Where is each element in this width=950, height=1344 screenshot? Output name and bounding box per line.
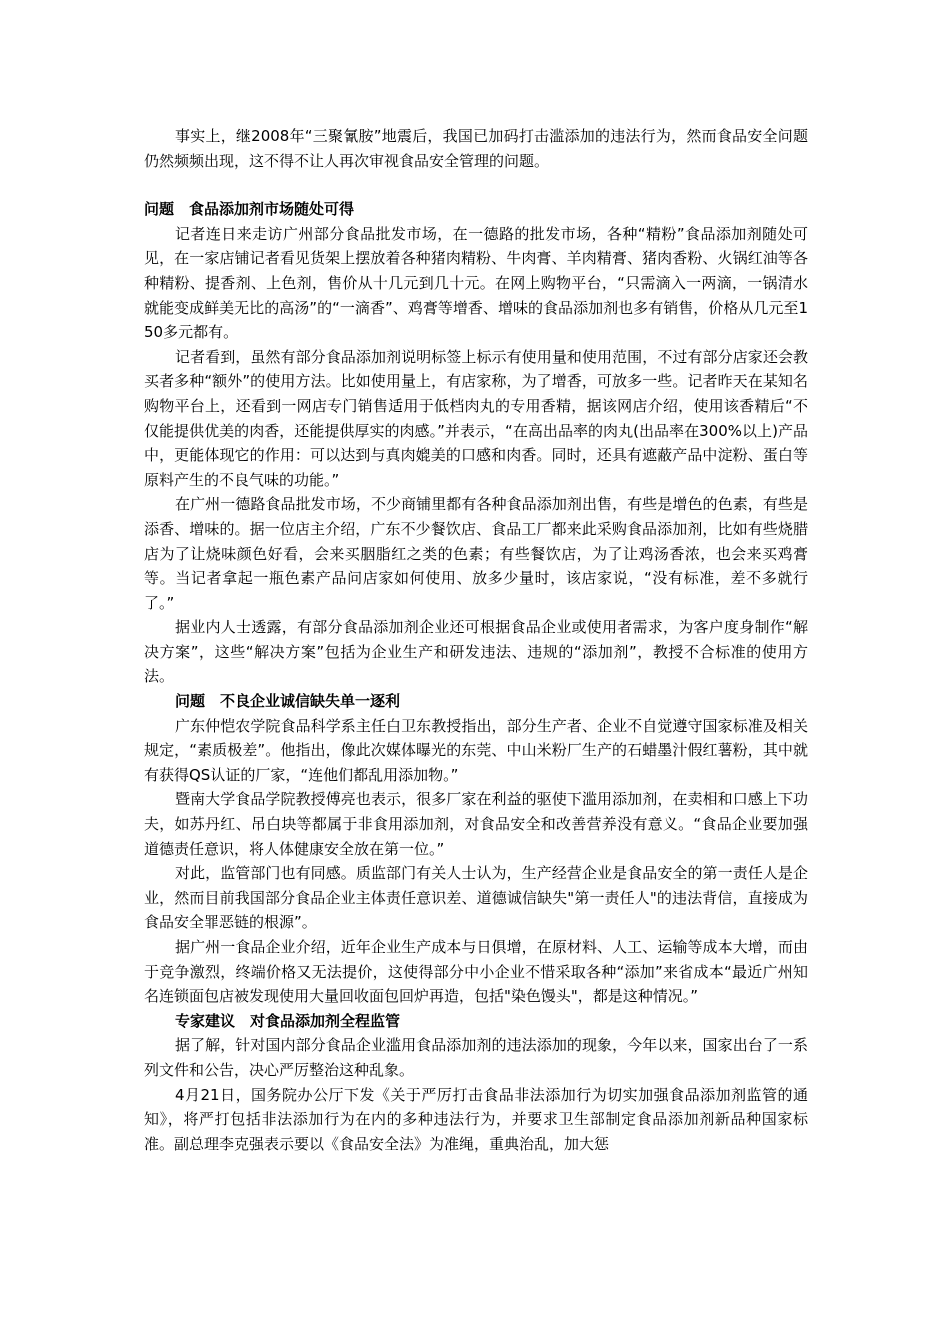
section2-paragraph-4: 据广州一食品企业介绍，近年企业生产成本与日俱增，在原材料、人工、运输等成本大增，而由于竞争激烈，终端价格又无法提价，这使得部分中小企业不惜采取各种“添加”来省成本“最近广州知名连锁面包店被发现使用大量回收面包回炉再造，包括"染色馒头"，都是这种情况。” (144, 938, 808, 1006)
section1-paragraph-2: 记者看到，虽然有部分食品添加剂说明标签上标示有使用量和使用范围，不过有部分店家还会教买者多种“额外”的使用方法。比如使用量上，有店家称，为了增香，可放多一些。记者昨天在某知名购物平台上，还看到一网店专门销售适用于低档肉丸的专用香精，据该网店介绍，使用该香精后“不仅能提供优美的肉香，还能提供厚实的肉感。”并表示，“在高出品率的肉丸(出品率在300%以上)产品中，更能体现它的作用：可以达到与真肉媲美的口感和肉香。同时，还具有遮蔽产品中淀粉、蛋白等原料产生的不良气味的功能。” (144, 347, 808, 489)
section-heading-3: 专家建议 对食品添加剂全程监管 (175, 1011, 401, 1030)
document-page (144, 124, 808, 1156)
paragraph-gap (144, 173, 808, 197)
section-heading-1: 问题 食品添加剂市场随处可得 (144, 200, 355, 219)
section3-paragraph-1: 据了解，针对国内部分食品企业滥用食品添加剂的违法添加的现象，今年以来，国家出台了一系列文件和公告，决心严厉整治这种乱象。 (144, 1036, 808, 1079)
section2-paragraph-3: 对此，监管部门也有同感。质监部门有关人士认为，生产经营企业是食品安全的第一责任人是企业，然而目前我国部分食品企业主体责任意识差、道德诚信缺失"第一责任人"的违法背信，直接成为食品安全罪恶链的根源”。 (144, 864, 808, 932)
section2-paragraph-1: 广东仲恺农学院食品科学系主任白卫东教授指出，部分生产者、企业不自觉遵守国家标准及相关规定，“素质极差”。他指出，像此次媒体曝光的东莞、中山米粉厂生产的石蜡墨汁假红薯粉，其中就有获得QS认证的厂家，“连他们都乱用添加物。” (144, 716, 808, 784)
section3-paragraph-2: 4月21日，国务院办公厅下发《关于严厉打击食品非法添加行为切实加强食品添加剂监管的通知》，将严打包括非法添加行为在内的多种违法行为，并要求卫生部制定食品添加剂新品种国家标准。副总理李克强表示要以《食品安全法》为准绳，重典治乱，加大惩 (144, 1085, 808, 1153)
section2-paragraph-2: 暨南大学食品学院教授傅亮也表示，很多厂家在利益的驱使下滥用添加剂，在卖相和口感上下功夫，如苏丹红、吊白块等都属于非食用添加剂，对食品安全和改善营养没有意义。“食品企业要加强道德责任意识，将人体健康安全放在第一位。” (144, 790, 808, 858)
section-heading-2: 问题 不良企业诚信缺失单一逐利 (175, 692, 401, 711)
intro-paragraph: 事实上，继2008年“三聚氰胺”地震后，我国已加码打击滥添加的违法行为，然而食品安全问题仍然频频出现，这不得不让人再次审视食品安全管理的问题。 (144, 127, 808, 170)
section1-paragraph-4: 据业内人士透露，有部分食品添加剂企业还可根据食品企业或使用者需求，为客户度身制作“解决方案”，这些“解决方案”包括为企业生产和研发违法、违规的“添加剂”，教授不合标准的使用方法。 (144, 618, 808, 686)
section1-paragraph-3: 在广州一德路食品批发市场，不少商铺里都有各种食品添加剂出售，有些是增色的色素，有些是添香、增味的。据一位店主介绍，广东不少餐饮店、食品工厂都来此采购食品添加剂，比如有些烧腊店为了让烧味颜色好看，会来买胭脂红之类的色素；有些餐饮店，为了让鸡汤香浓，也会来买鸡膏等。当记者拿起一瓶色素产品问店家如何使用、放多少量时，该店家说，“没有标准，差不多就行了。” (144, 495, 808, 612)
section1-paragraph-1: 记者连日来走访广州部分食品批发市场，在一德路的批发市场，各种“精粉”食品添加剂随处可见，在一家店铺记者看见货架上摆放着各种猪肉精粉、牛肉膏、羊肉精膏、猪肉香粉、火锅红油等各种精粉、提香剂、上色剂，售价从十几元到几十元。在网上购物平台，“只需滴入一两滴，一锅清水就能变成鲜美无比的高汤”的“一滴香”、鸡膏等增香、增味的食品添加剂也多有销售，价格从几元至150多元都有。 (144, 224, 808, 342)
